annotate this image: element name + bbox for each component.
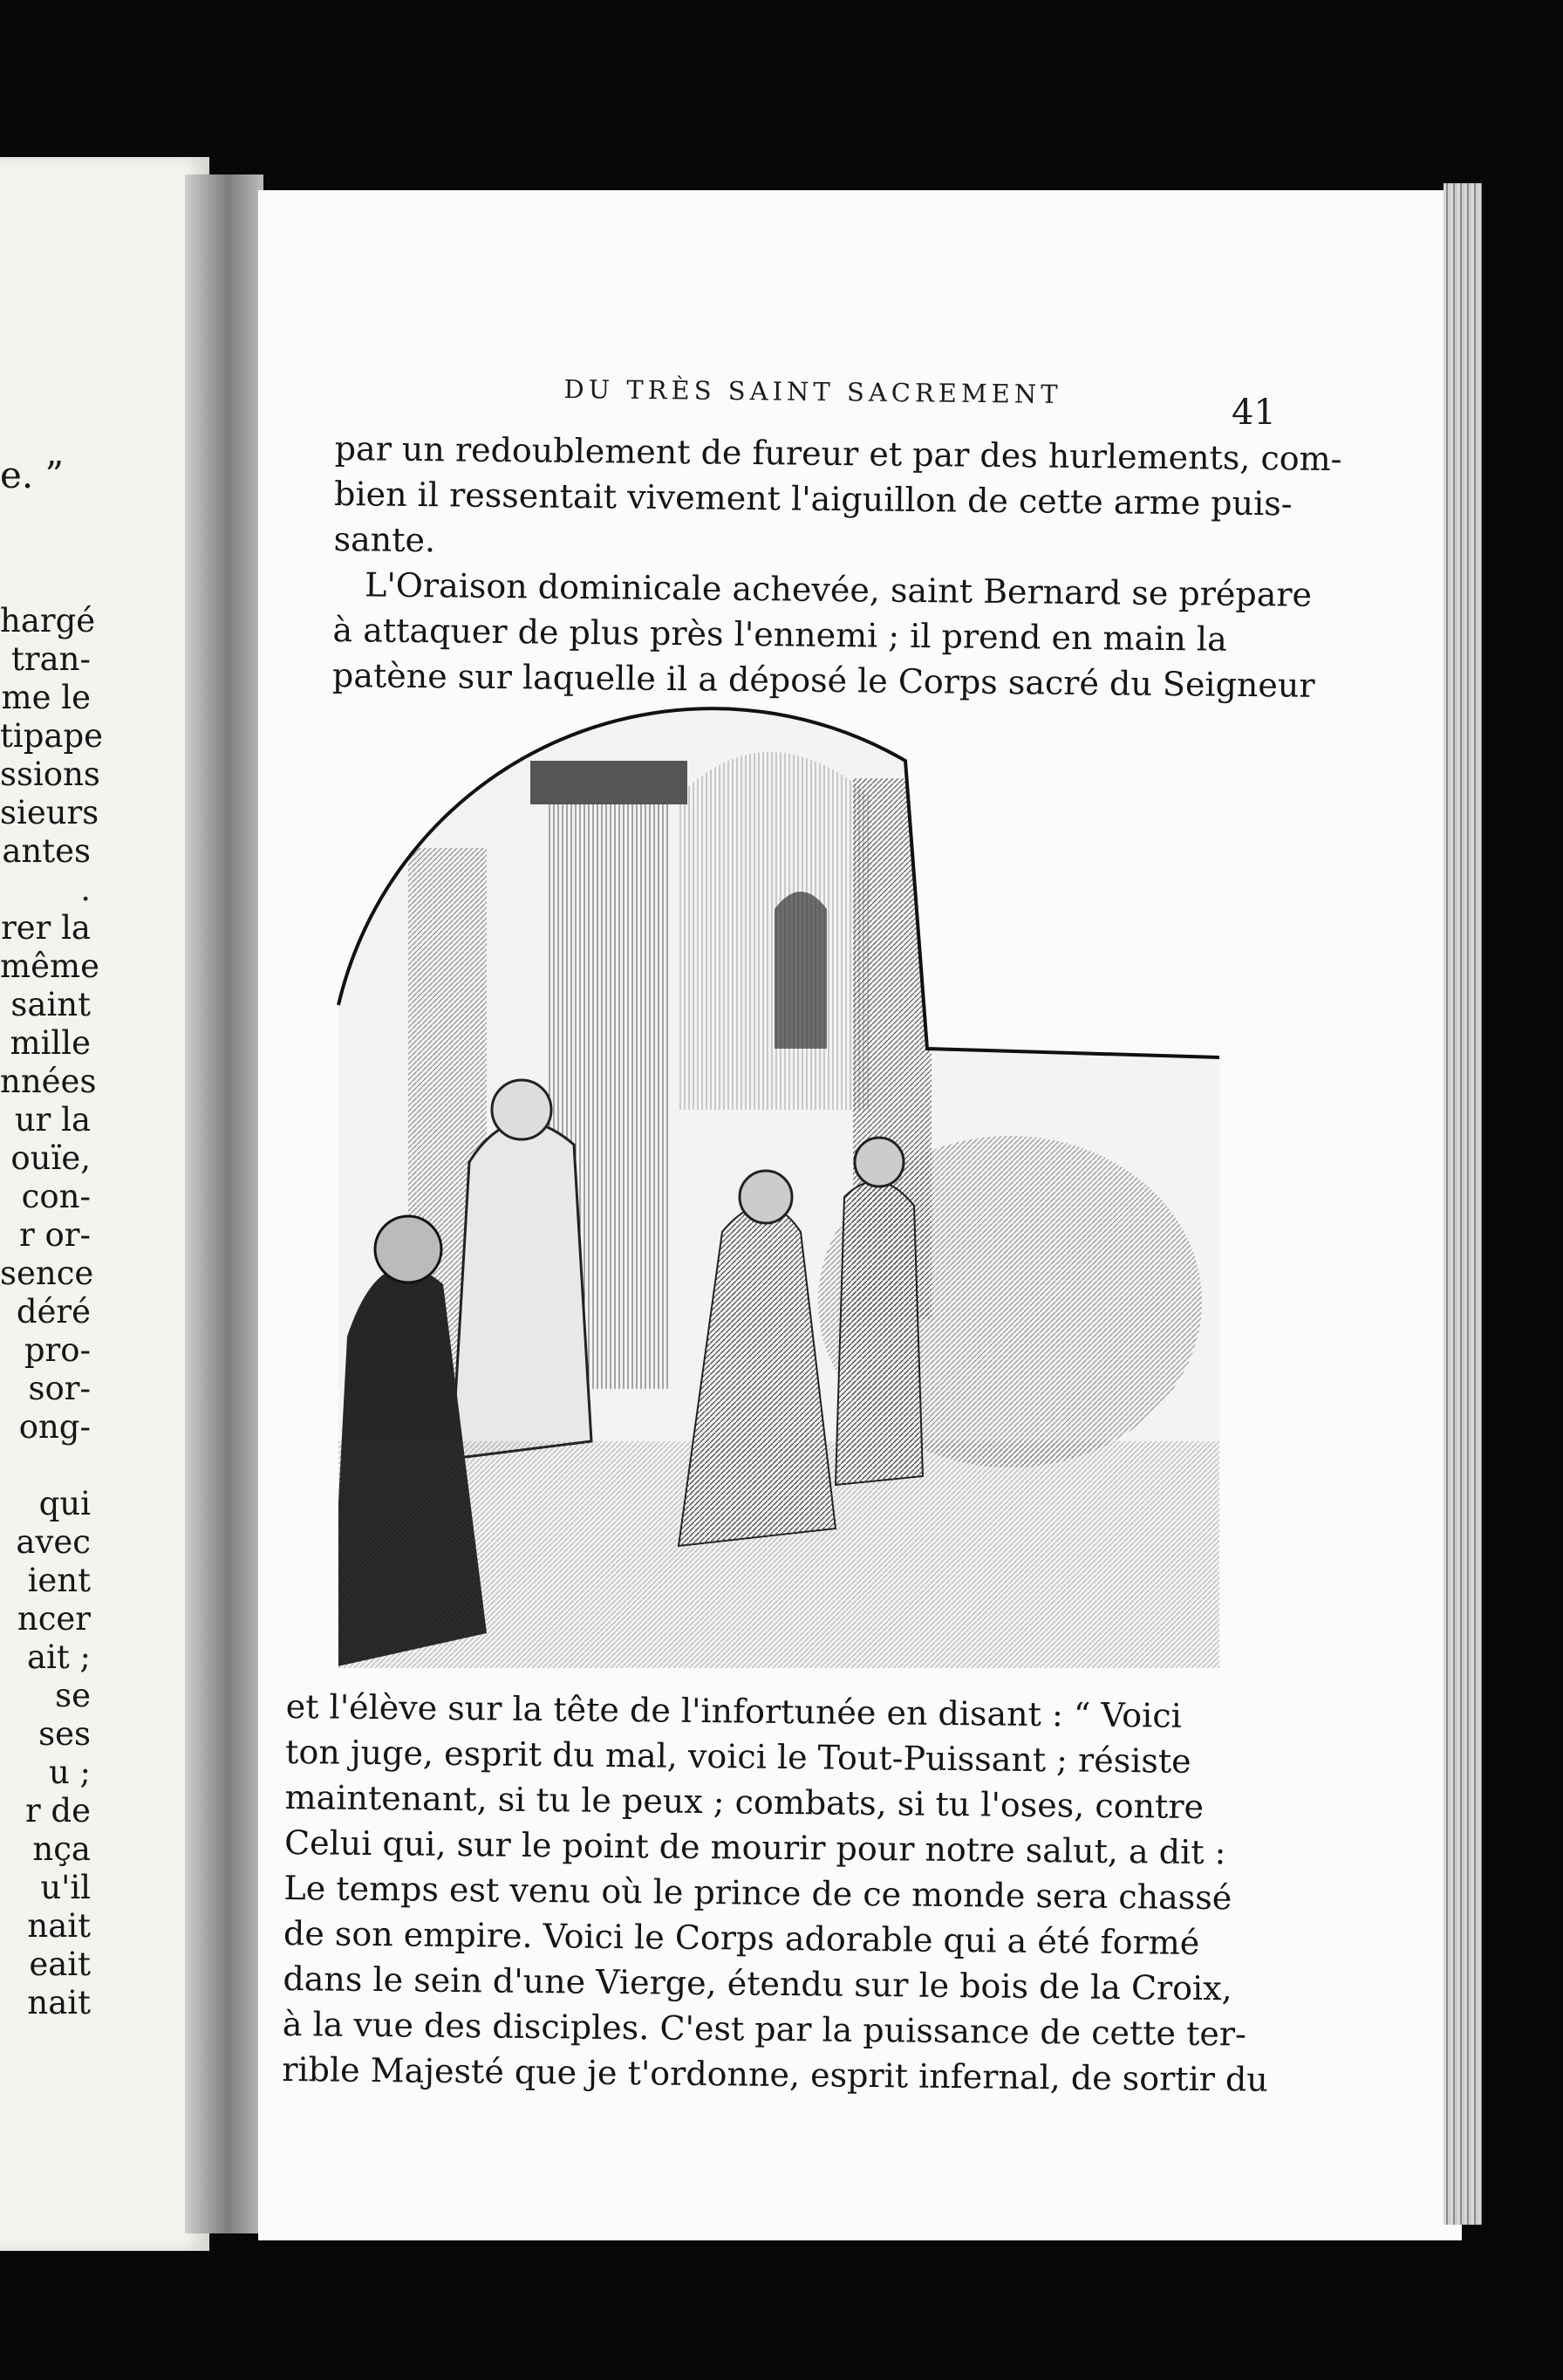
previous-page-line: saint xyxy=(10,986,91,1023)
previous-page-line: ssions xyxy=(0,756,100,793)
previous-page-line: sieurs xyxy=(0,794,99,831)
text-line: et l'élève sur la tête de l'infortunée en disant : “ Voici xyxy=(285,1686,1183,1735)
text-line: rible Majesté que je t'ordonne, esprit infernal, de sortir du xyxy=(282,2049,1269,2099)
text-line: à attaquer de plus près l'ennemi ; il prend en main la xyxy=(332,610,1227,659)
previous-page-line: u ; xyxy=(48,1754,91,1791)
previous-page-line: ient xyxy=(27,1562,91,1599)
previous-page-line: nça xyxy=(32,1830,91,1868)
previous-page-line: ouïe, xyxy=(10,1139,91,1177)
text-line: par un redoublement de fureur et par des hurlements, com- xyxy=(334,428,1342,479)
top-paragraph xyxy=(331,426,1342,708)
text-line: Celui qui, sur le point de mourir pour notre salut, a dit : xyxy=(283,1823,1226,1872)
text-line: de son empire. Voici le Corps adorable qui a été formé xyxy=(283,1913,1200,1962)
previous-page-line: rer la xyxy=(1,909,91,947)
previous-page-line: nait xyxy=(27,1984,91,2021)
previous-page-line: con- xyxy=(21,1178,91,1215)
previous-page-line: ur la xyxy=(14,1101,91,1139)
previous-page-text xyxy=(0,602,104,2022)
previous-page-line: se xyxy=(55,1677,91,1714)
previous-page-line: u'il xyxy=(40,1869,91,1906)
book-gutter xyxy=(185,174,263,2233)
previous-page-line: sence xyxy=(0,1255,94,1292)
page-number: 41 xyxy=(1232,393,1276,433)
previous-page-line: tran- xyxy=(11,640,91,678)
previous-page-line: r or- xyxy=(19,1216,91,1254)
previous-page-line: sor- xyxy=(28,1370,91,1407)
previous-page-line: eait xyxy=(29,1946,91,1983)
text-line: sante. xyxy=(333,519,436,560)
previous-page-line: ong- xyxy=(18,1408,91,1446)
text-line: L'Oraison dominicale achevée, saint Bernard se prépare xyxy=(364,565,1313,614)
previous-page-line: r de xyxy=(24,1792,91,1829)
previous-page-line: même xyxy=(0,947,99,985)
text-line: patène sur laquelle il a déposé le Corps sacré du Seigneur xyxy=(331,655,1315,705)
previous-page-line: déré xyxy=(16,1293,91,1330)
text-line: à la vue des disciples. C'est par la puissance de cette ter- xyxy=(282,2004,1247,2054)
bottom-paragraph xyxy=(282,1684,1269,2102)
text-line: bien il ressentait vivement l'aiguillon de cette arme puis- xyxy=(333,474,1293,523)
previous-page-line: avec xyxy=(16,1523,91,1561)
previous-page-line: nnées xyxy=(0,1063,97,1100)
previous-page-line: mille xyxy=(10,1024,91,1062)
previous-page-line: ncer xyxy=(17,1600,91,1638)
previous-page-mark: e. ” xyxy=(0,454,65,496)
text-line: Le temps est venu où le prince de ce monde sera chassé xyxy=(283,1868,1232,1918)
previous-page-line: pro- xyxy=(24,1331,91,1369)
previous-page-line: me le xyxy=(1,679,91,716)
engraving-illustration xyxy=(312,674,1219,1668)
text-line: dans le sein d'une Vierge, étendu sur le bois de la Croix, xyxy=(283,1959,1232,2008)
previous-page-line: ses xyxy=(38,1715,91,1753)
previous-page-line: ait ; xyxy=(27,1638,91,1676)
previous-page-line: hargé xyxy=(0,602,96,639)
previous-page-line: tipape xyxy=(0,717,104,755)
text-line: ton juge, esprit du mal, voici le Tout-Puissant ; résiste xyxy=(284,1732,1191,1781)
running-header: DU TRÈS SAINT SACREMENT xyxy=(563,374,1062,409)
previous-page-line: qui xyxy=(38,1485,91,1522)
previous-page-line: antes xyxy=(2,832,91,870)
previous-page-line xyxy=(0,1446,91,1485)
previous-page-line: nait xyxy=(27,1907,91,1945)
page-edges xyxy=(1444,183,1482,2225)
previous-page-line: . xyxy=(80,871,91,908)
text-line: maintenant, si tu le peux ; combats, si tu l'oses, contre xyxy=(284,1777,1205,1827)
